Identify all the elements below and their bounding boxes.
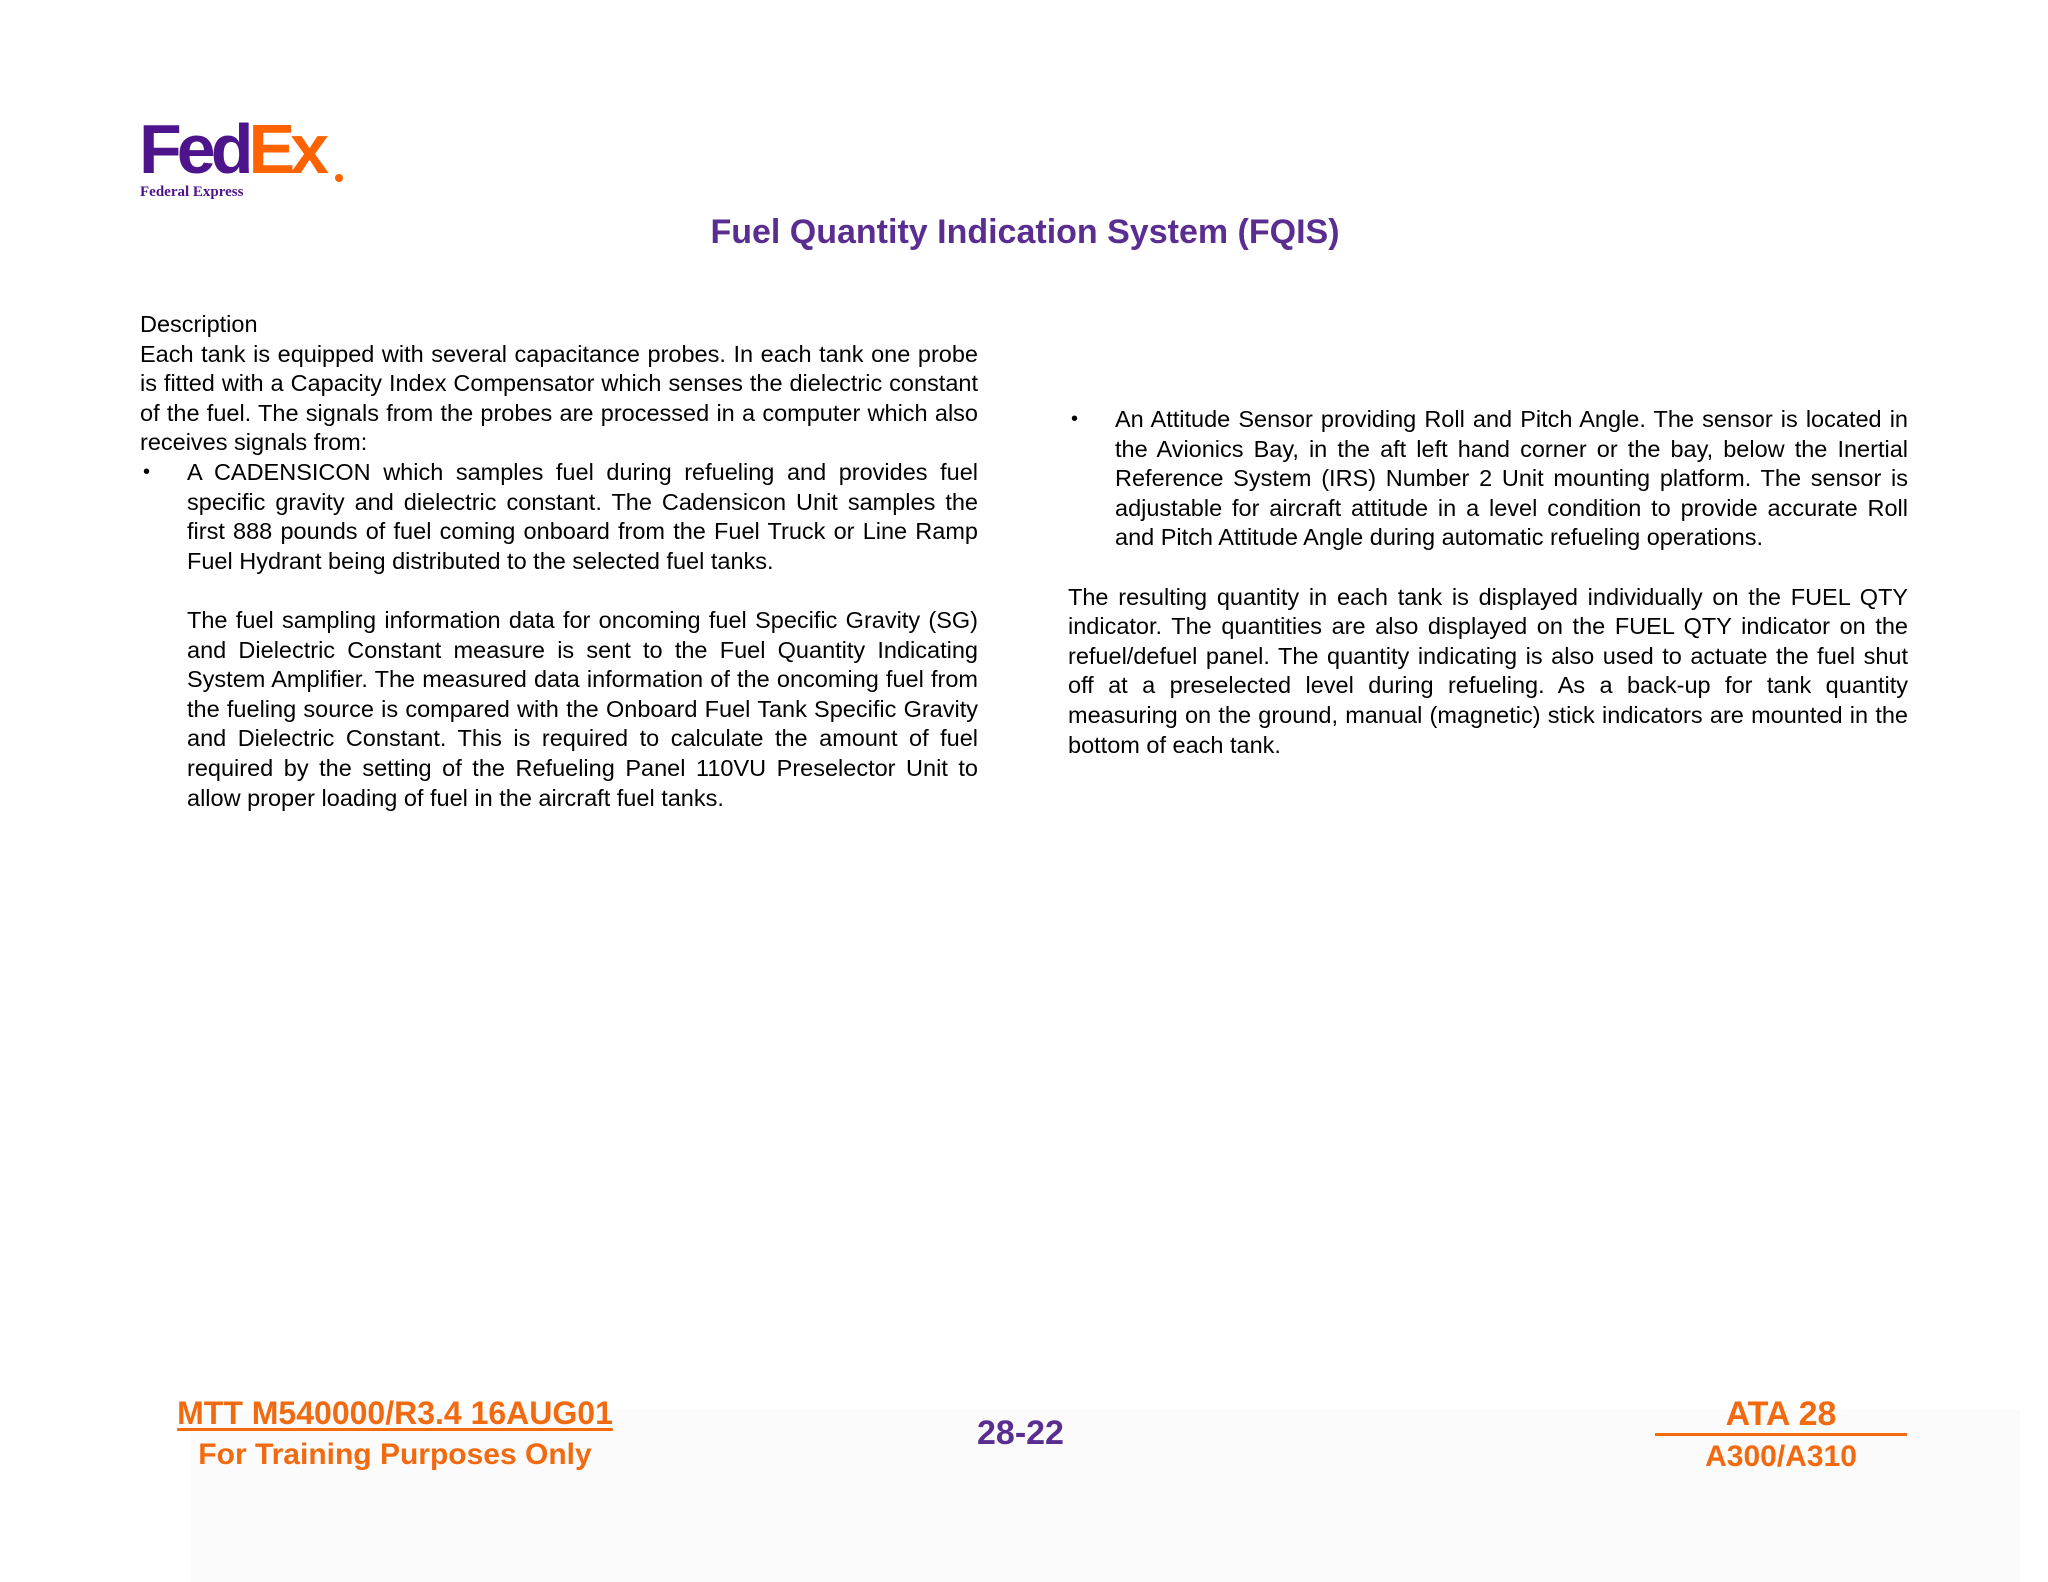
- attitude-sensor-bullet: [1068, 405, 1908, 553]
- right-column: [1068, 405, 1908, 760]
- training-notice: For Training Purposes Only: [198, 1438, 592, 1471]
- attitude-sensor-text: An Attitude Sensor providing Roll and Pitch Angle. The sensor is located in the Avionics Bay, in the aft left hand corner or the bay, below the Inertial Reference System (IRS) Number 2 Unit mounting platform. The sensor is adjustable for aircraft attitude in a level condition to provide accurate Roll and Pitch Attitude Angle during automatic refueling operations.: [1115, 406, 1908, 551]
- ata-chapter: [1655, 1395, 1907, 1438]
- description-heading: Description: [140, 311, 258, 337]
- page-title-text: Fuel Quantity Indication System (FQIS): [710, 213, 1340, 251]
- bullet-icon: •: [1071, 408, 1079, 430]
- ata-chapter-text: ATA 28: [1725, 1395, 1837, 1433]
- fedex-logo: [139, 110, 349, 206]
- footer-right: [1655, 1395, 1907, 1474]
- logo-ex: Ex: [248, 110, 325, 188]
- sampling-text: The fuel sampling information data for oncoming fuel Specific Gravity (SG) and Dielectric Constant measure is sent to the Fuel Quantity Indicating System Amplifier. The measured data information of the oncoming fuel from the fueling source is compared with the Onboard Fuel Tank Specific Gravity and Dielectric Constant. This is required to calculate the amount of fuel required by the setting of the Refueling Panel 110VU Preselector Unit to allow proper loading of fuel in the aircraft fuel tanks.: [187, 606, 978, 811]
- document-reference: MTT M540000/R3.4 16AUG01: [177, 1395, 613, 1431]
- logo-subtitle: Federal Express: [140, 184, 244, 200]
- page-number: 28-22: [977, 1414, 1064, 1452]
- footer-left: [150, 1395, 640, 1472]
- cadensicon-bullet: [140, 458, 978, 813]
- logo-fed: Fed: [139, 110, 249, 188]
- description-intro: Each tank is equipped with several capacitance probes. In each tank one probe is fitted with a Capacity Index Compensator which senses the dielectric constant of the fuel. The signals from the probes are processed in a computer which also receives signals from:: [140, 340, 978, 456]
- logo-dot: [335, 174, 343, 182]
- paragraph-gap: [187, 576, 978, 606]
- paragraph-gap: [1068, 553, 1908, 583]
- aircraft-type: A300/A310: [1705, 1440, 1857, 1473]
- bullet-icon: •: [143, 460, 151, 483]
- resulting-quantity-text: The resulting quantity in each tank is displayed individually on the FUEL QTY indicator. The quantities are also displayed on the FUEL QTY indicator on the refuel/defuel panel. The quantity indicating is also used to actuate the fuel shut off at a preselected level during refueling. As a back-up for tank quantity measuring on the ground, manual (magnetic) stick indicators are mounted in the bottom of each tank.: [1068, 583, 1908, 758]
- left-column: [140, 310, 978, 813]
- cadensicon-text: A CADENSICON which samples fuel during refueling and provides fuel specific gravity and dielectric constant. The Cadensicon Unit samples the first 888 pounds of fuel coming onboard from the Fuel Truck or Line Ramp Fuel Hydrant being distributed to the selected fuel tanks.: [187, 458, 978, 574]
- page-title: [0, 213, 2048, 252]
- ata-underline: [1655, 1433, 1907, 1436]
- logo-wordmark: [139, 110, 325, 188]
